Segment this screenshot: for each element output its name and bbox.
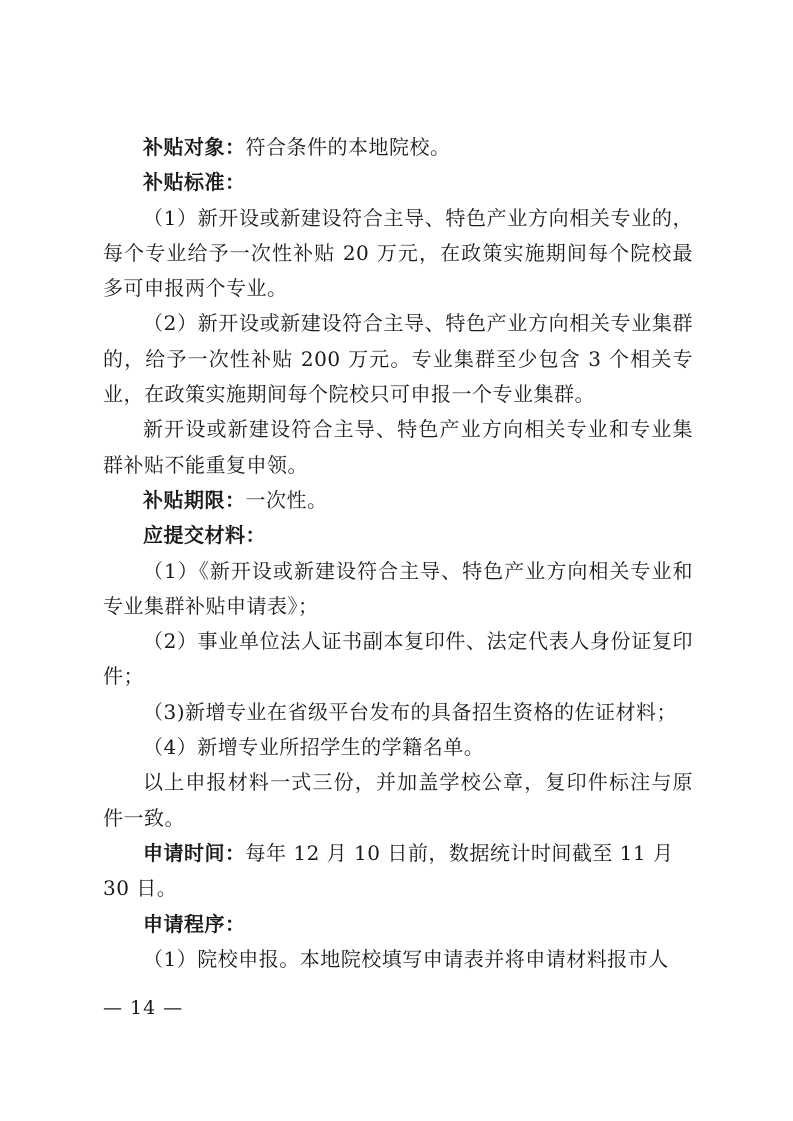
standard-item-1: （1）新开设或新建设符合主导、特色产业方向相关专业的，每个专业给予一次性补贴 20 万元，在政策实施期间每个院校最多可申报两个专业。 [103,205,693,301]
subsidy-target-text: 符合条件的本地院校。 [245,135,451,159]
materials-item-2: （2）事业单位法人证书副本复印件、法定代表人身份证复印件； [103,629,693,689]
subsidy-target-paragraph [103,130,693,165]
materials-item-4: （4）新增专业所招学生的学籍名单。 [143,735,485,760]
subsidy-target-label: 补贴对象： [143,135,246,159]
materials-note: 以上申报材料一式三份，并加盖学校公章，复印件标注与原件一致。 [103,770,693,830]
materials-label: 应提交材料： [143,523,266,548]
subsidy-standard-label: 补贴标准： [143,170,246,195]
apply-time-label: 申请时间： [143,840,246,865]
subsidy-period-text: 一次性。 [245,487,328,512]
standard-item-2: （2）新开设或新建设符合主导、特色产业方向相关专业集群的，给予一次性补贴 200 万元。专业集群至少包含 3 个相关专业，在政策实施期间每个院校只可申报一个专业集群。 [103,311,693,407]
subsidy-period-paragraph [103,483,693,518]
procedure-label: 申请程序： [143,911,246,936]
apply-time-paragraph [103,836,693,907]
apply-time-text: 每年 12 月 10 日前，数据统计时间截至 11 月 30 日。 [103,840,674,901]
page-number: — 14 — [103,997,184,1019]
materials-item-3: （3)新增专业在省级平台发布的具备招生资格的佐证材料； [143,699,678,724]
subsidy-standard-heading [103,165,693,200]
materials-heading [103,518,693,553]
standard-note: 新开设或新建设符合主导、特色产业方向相关专业和专业集群补贴不能重复申领。 [103,417,693,477]
materials-item-1: （1）《新开设或新建设符合主导、特色产业方向相关专业和专业集群补贴申请表》； [103,558,693,618]
procedure-item-1: （1）院校申报。本地院校填写申请表并将申请材料报市人 [143,946,669,971]
document-body [103,130,693,977]
subsidy-period-label: 补贴期限： [143,487,246,512]
procedure-heading [103,907,693,942]
